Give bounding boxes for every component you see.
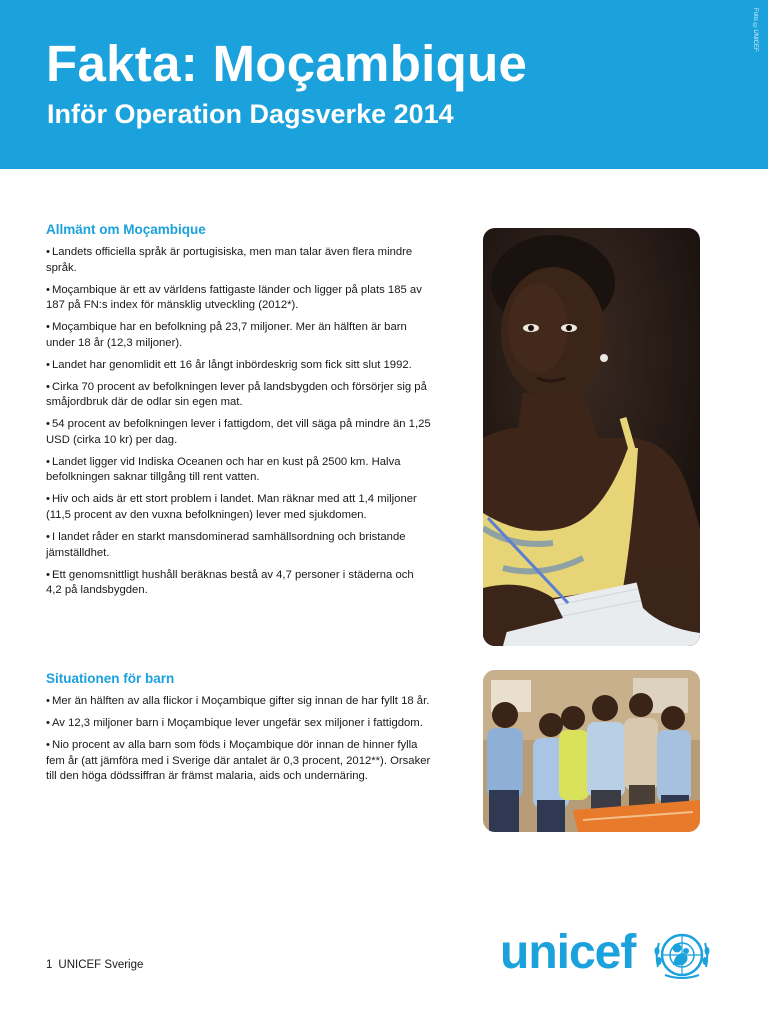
list-item: • Ett genomsnittligt hushåll beräknas bestå av 4,7 personer i städerna och 4,2 på landsbygden. xyxy=(46,568,431,599)
section-title-children: Situationen för barn xyxy=(46,671,175,686)
photo-credit: Foto: ©UNICEF xyxy=(752,8,758,52)
header-banner xyxy=(0,0,768,169)
list-item: • Av 12,3 miljoner barn i Moçambique lever ungefär sex miljoner i fattigdom. xyxy=(46,716,431,732)
unicef-logo xyxy=(500,925,715,981)
bullet-list-children xyxy=(46,694,431,791)
page-subtitle: Inför Operation Dagsverke 2014 xyxy=(47,99,454,129)
footer xyxy=(46,959,149,971)
list-item: • Landet har genomlidit ett 16 år långt inbördeskrig som fick sitt slut 1992. xyxy=(46,358,431,374)
list-item: • Mer än hälften av alla flickor i Moçambique gifter sig innan de har fyllt 18 år. xyxy=(46,694,431,710)
list-item: • Nio procent av alla barn som föds i Moçambique dör innan de hinner fylla fem år (att jämföra med i Sverige där antalet är 0,3 procent, 2012**). Orsaker till den höga dödssiffran är främst malaria, aids och undernäring. xyxy=(46,738,431,785)
page-title: Fakta: Moçambique xyxy=(46,35,528,92)
list-item: • Landet ligger vid Indiska Oceanen och har en kust på 2500 km. Halva befolkningen saknar tillgång till rent vatten. xyxy=(46,455,431,486)
page-number: 1 xyxy=(46,959,53,971)
list-item: • Moçambique har en befolkning på 23,7 miljoner. Mer än hälften är barn under 18 år (12,3 miljoner). xyxy=(46,320,431,351)
unicef-wordmark: unicef xyxy=(500,926,636,979)
bullet-list-general xyxy=(46,245,431,605)
list-item: • Landets officiella språk är portugisiska, men man talar även flera mindre språk. xyxy=(46,245,431,276)
list-item: • I landet råder en starkt mansdominerad samhällsordning och bristande jämställdhet. xyxy=(46,530,431,561)
list-item: • Moçambique är ett av världens fattigaste länder och ligger på plats 185 av 187 på FN:s index för mänsklig utveckling (2012*). xyxy=(46,283,431,314)
girl-writing-photo xyxy=(483,228,700,646)
section-title-general: Allmänt om Moçambique xyxy=(46,222,206,237)
list-item: • Cirka 70 procent av befolkningen lever på landsbygden och försörjer sig på småjordbruk där de odlar sin egen mat. xyxy=(46,380,431,411)
schoolchildren-photo xyxy=(483,670,700,832)
list-item: • 54 procent av befolkningen lever i fattigdom, det vill säga på mindre än 1,25 USD (cirka 10 kr) per dag. xyxy=(46,417,431,448)
footer-label: UNICEF Sverige xyxy=(58,959,144,971)
list-item: • Hiv och aids är ett stort problem i landet. Man räknar med att 1,4 miljoner (11,5 procent av den vuxna befolkningen) lever med sjukdomen. xyxy=(46,492,431,523)
unicef-emblem-icon xyxy=(653,929,711,981)
